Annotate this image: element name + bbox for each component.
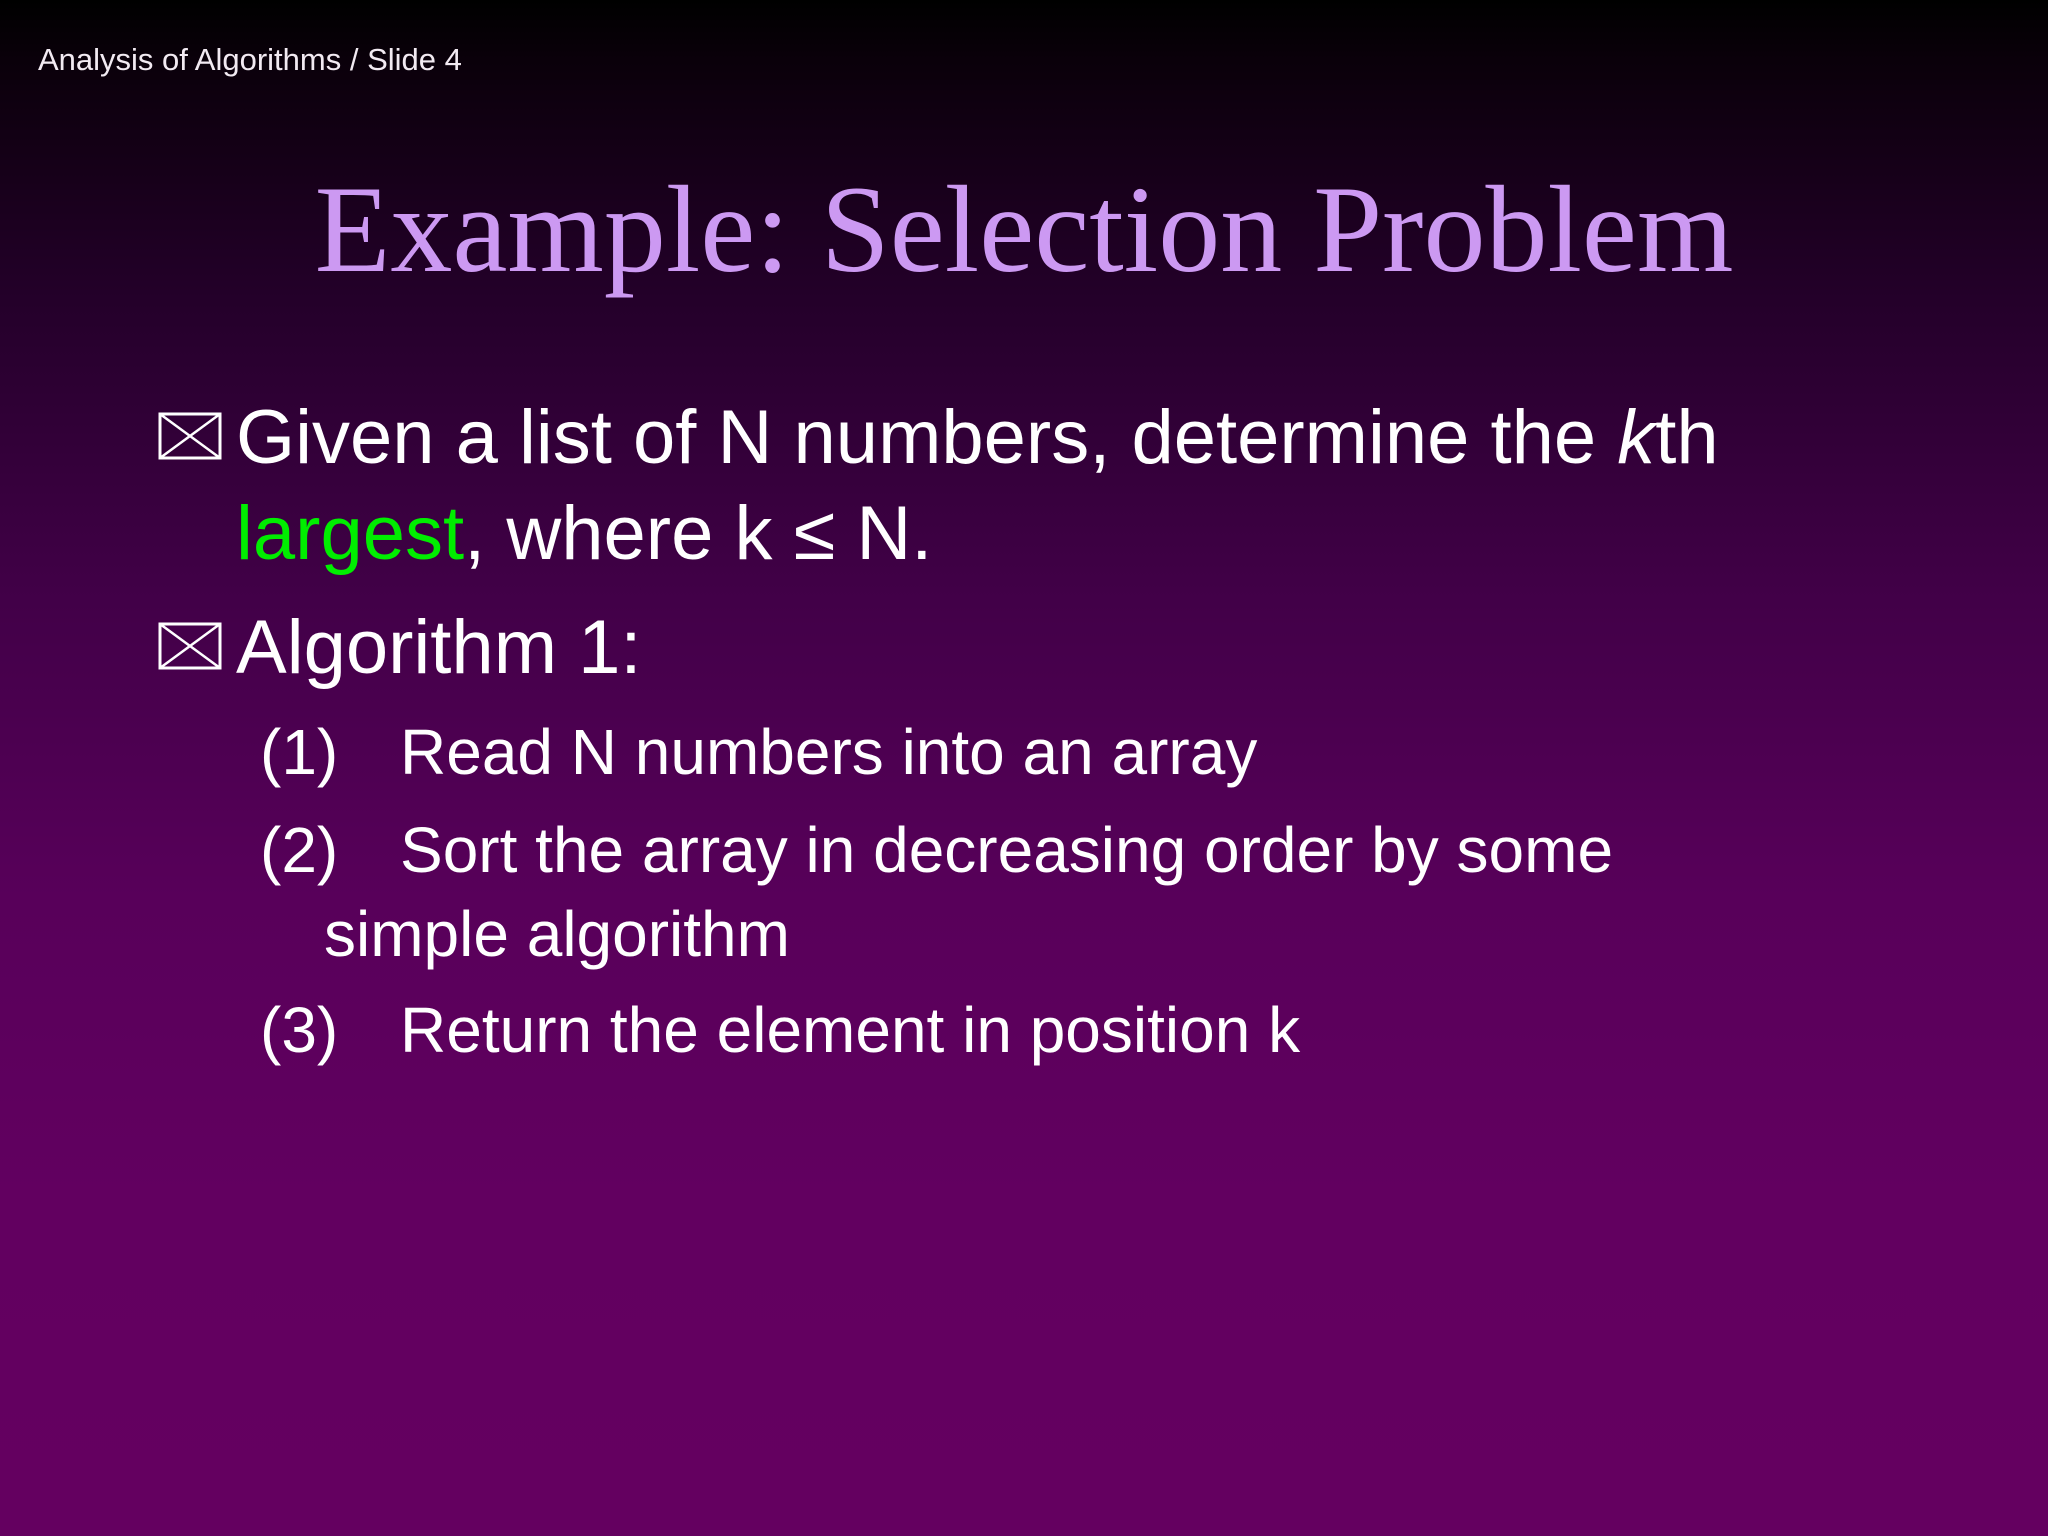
slide-title: Example: Selection Problem [314, 161, 1734, 298]
bullet-1-highlight: largest [236, 491, 465, 576]
step-2-number: (2) [260, 814, 339, 886]
step-3-text: Return the element in position k [400, 994, 1301, 1066]
bullet-1 [158, 390, 1719, 582]
step-2-text: Sort the array in decreasing order by some [400, 814, 1614, 886]
bullet-1-text [236, 390, 1719, 582]
step-1-number: (1) [260, 716, 339, 788]
bullet-1-part1: Given a list of N numbers, determine the [236, 395, 1618, 480]
step-1 [260, 710, 1257, 794]
slide-header: Analysis of Algorithms / Slide 4 [38, 42, 462, 77]
bullet-1-k: k [1617, 395, 1656, 480]
bullet-2-text: Algorithm 1: [236, 605, 642, 690]
envelope-cross-icon [158, 412, 222, 460]
bullet-1-part2: th [1655, 395, 1719, 480]
step-3-number: (3) [260, 994, 339, 1066]
bullet-2 [158, 600, 642, 696]
step-1-text: Read N numbers into an array [400, 716, 1258, 788]
step-2-continuation: simple algorithm [324, 898, 790, 970]
step-3 [260, 988, 1300, 1072]
envelope-cross-icon [158, 622, 222, 670]
bullet-1-part3: , where k ≤ N. [464, 491, 933, 576]
step-2 [260, 808, 1613, 892]
